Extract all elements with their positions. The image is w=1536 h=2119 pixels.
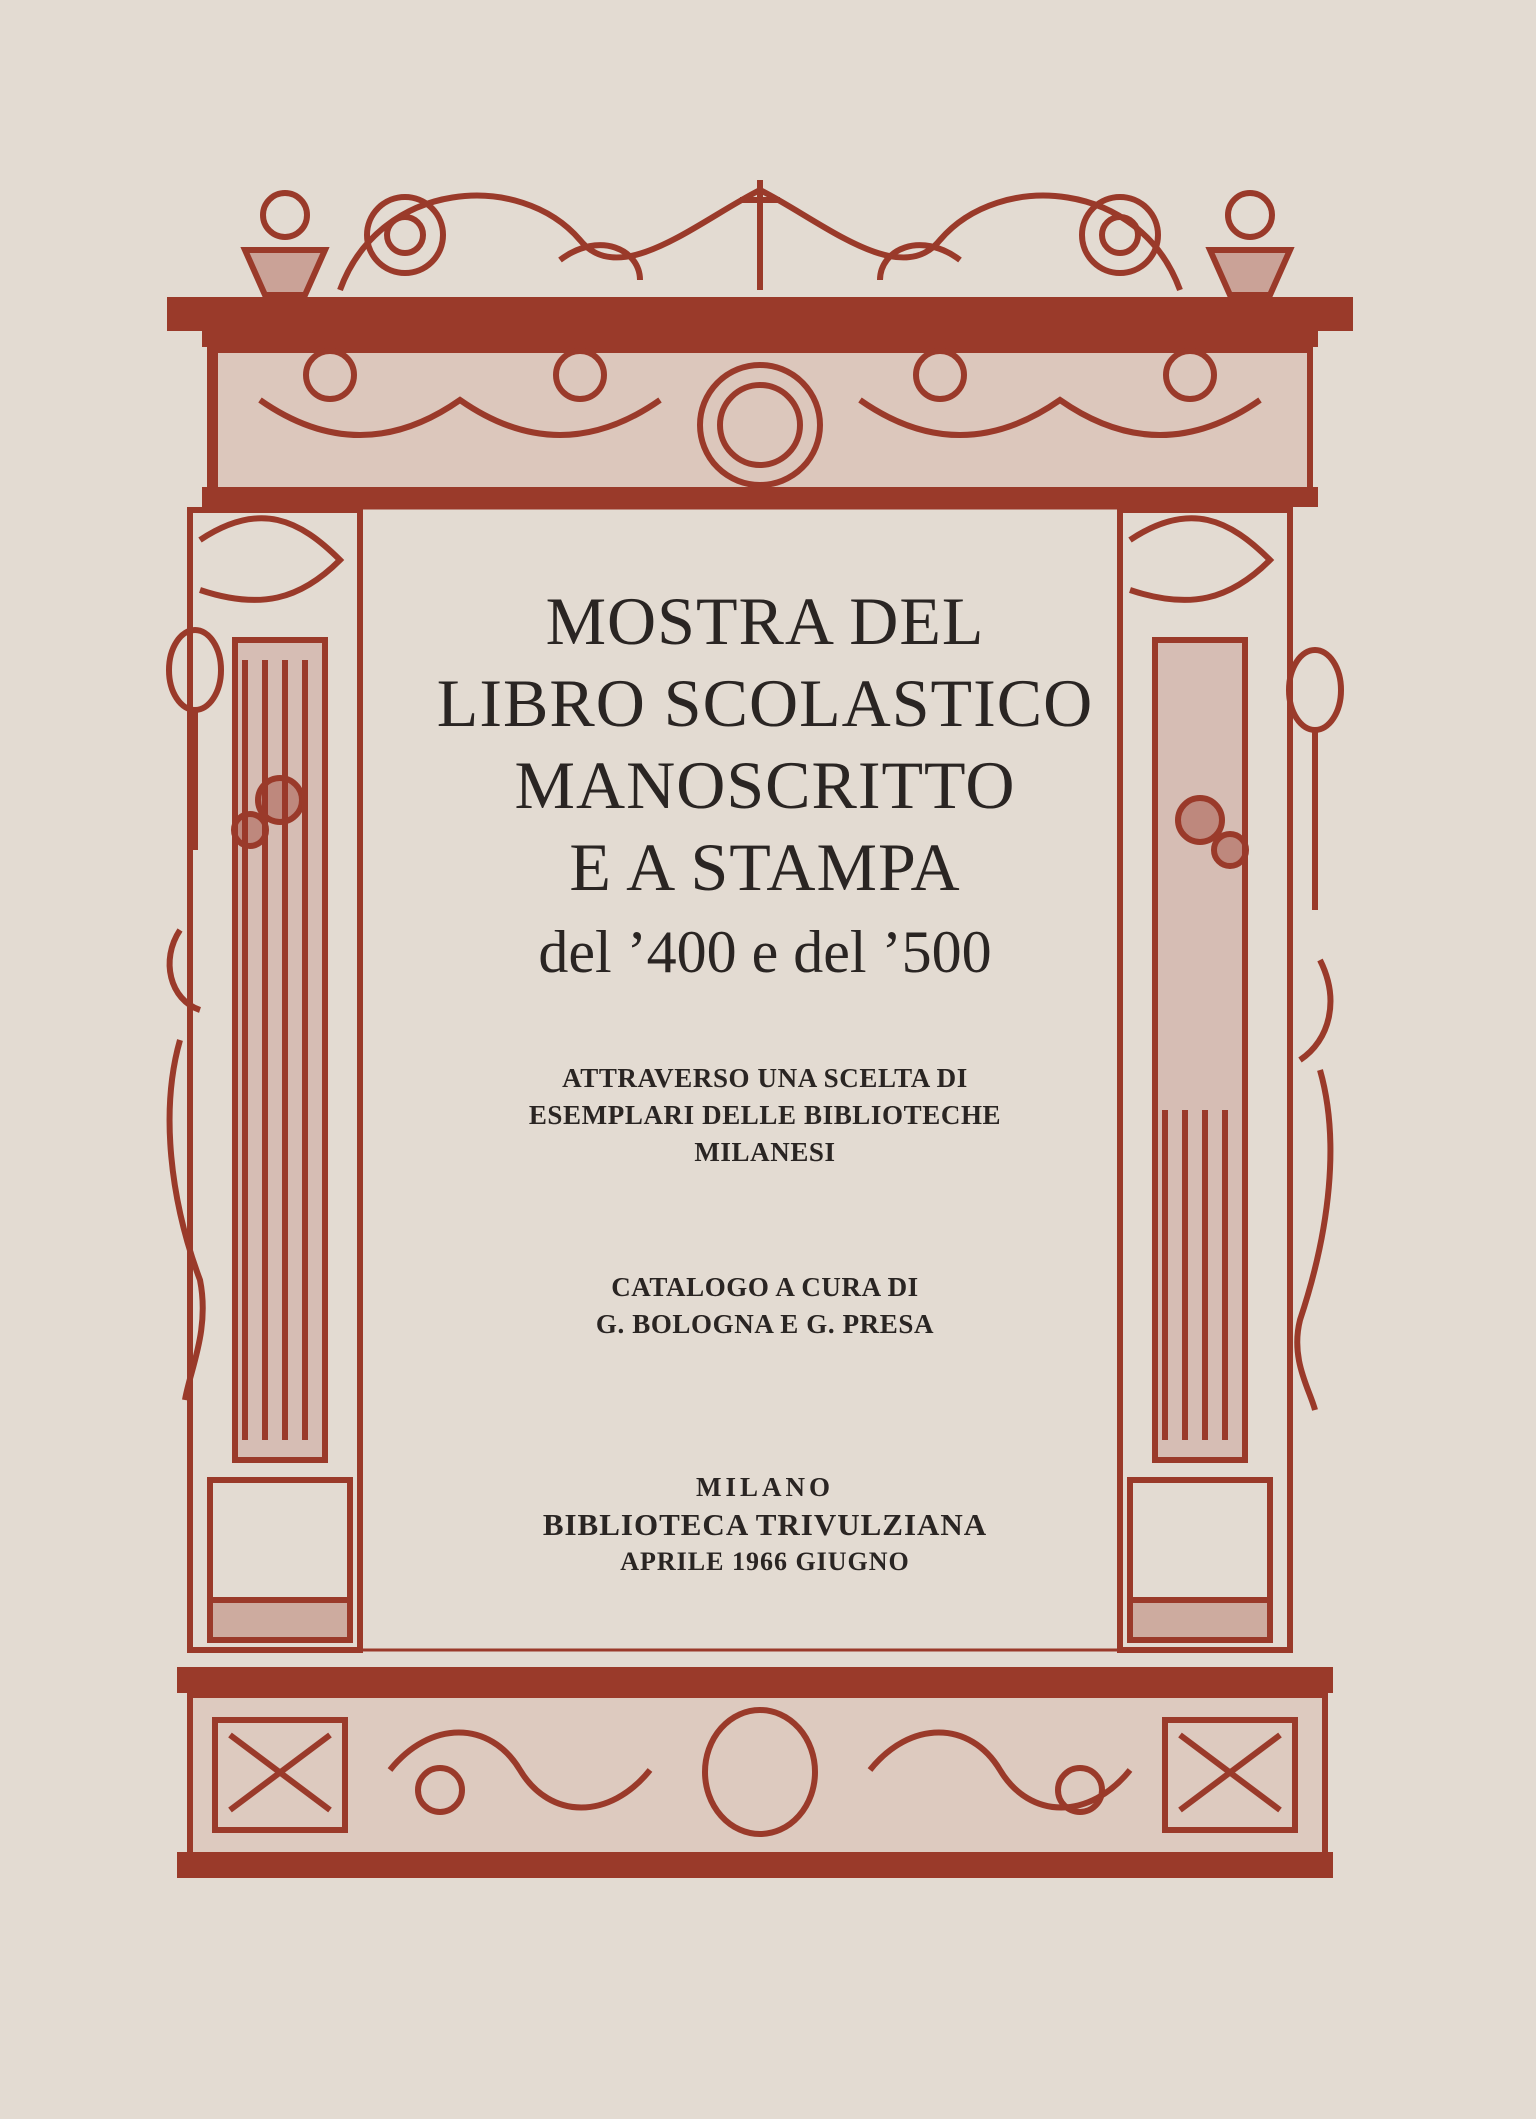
description-line: ESEMPLARI DELLE BIBLIOTECHE bbox=[528, 1100, 1002, 1130]
imprint bbox=[370, 1469, 1160, 1580]
description-line: ATTRAVERSO UNA SCELTA DI bbox=[562, 1063, 968, 1093]
imprint-library: BIBLIOTECA TRIVULZIANA bbox=[542, 1507, 988, 1542]
description-line: MILANESI bbox=[694, 1137, 836, 1167]
curators bbox=[370, 1269, 1160, 1343]
description bbox=[370, 1060, 1160, 1171]
curators-line: CATALOGO A CURA DI bbox=[611, 1272, 919, 1302]
cover-text bbox=[370, 580, 1160, 1580]
book-subtitle: del ’400 e del ’500 bbox=[538, 919, 992, 985]
imprint-city: MILANO bbox=[696, 1472, 834, 1502]
title-line: MOSTRA DEL bbox=[545, 583, 985, 659]
title-line: E A STAMPA bbox=[569, 829, 961, 905]
title-line: MANOSCRITTO bbox=[514, 747, 1016, 823]
curators-line: G. BOLOGNA E G. PRESA bbox=[595, 1309, 935, 1339]
title-line: LIBRO SCOLASTICO bbox=[436, 665, 1094, 741]
imprint-date: APRILE 1966 GIUGNO bbox=[620, 1547, 910, 1576]
book-title bbox=[370, 580, 1160, 908]
